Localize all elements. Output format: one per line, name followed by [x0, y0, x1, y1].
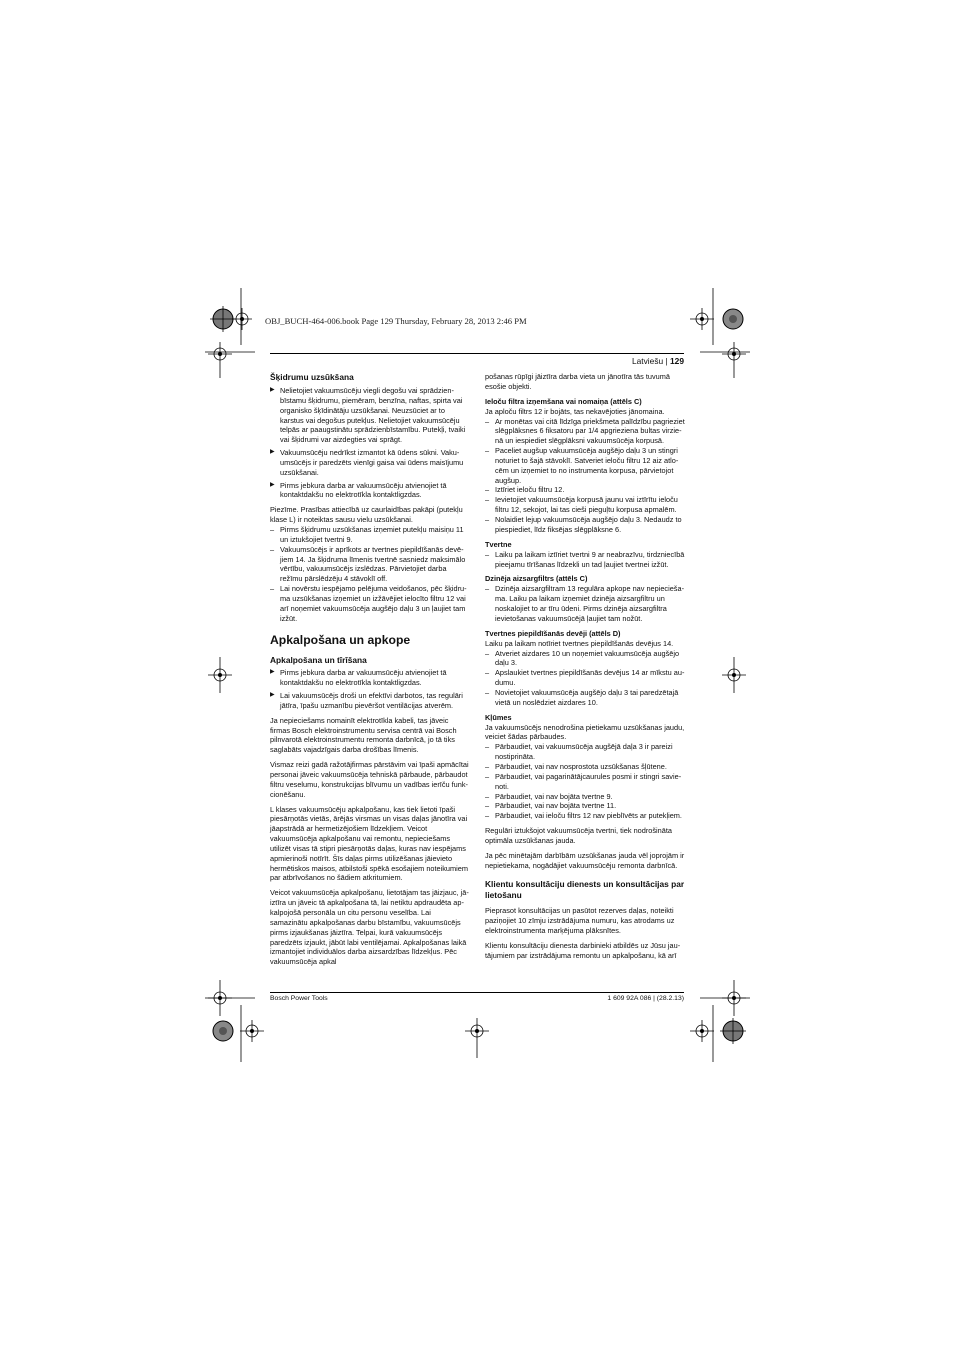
list-item: – Atveriet aizdares 10 un noņemiet vakuumsūcēja augšējo daļu 3. — [485, 649, 685, 669]
crosshair-icon — [722, 340, 746, 380]
color-wheel-icon — [210, 1018, 236, 1044]
subsection-title-motor-filter: Dzinēja aizsargfiltrs (attēls C) — [485, 574, 588, 584]
paragraph: L klases vakuumsūcēju apkalpošanu, kas tiek lietoti īpaši piesārņotās vietās, ārējās virsmas un visas daļas jānotīra vai jāapstrādā ar hermetizējošiem līdzekļiem. Veicot vakuumsūcēja apkalpošanu vai remontu, nepieciešams utilizēt visas tā stipri piesārņotās daļas, kuras nav iespējams apmierinoši notīrīt. Šīs daļas pirms utilizēšanas jāievieto hermētiskos maisos, atbilstoši spēkā esošajiem noteikumiem par atbrīvošanos no šādiem atkritumiem. — [270, 804, 468, 883]
subsection-title-filter: Ieloču filtra izņemšana vai nomaiņa (attēls C) — [485, 396, 642, 406]
list-item: – Dzinēja aizsargfiltram 13 regulāra apkope nav nepieciešаma. Laiku pa laikam izņemiet dzinēja aizsargfiltru un noskalojiet to ar tīru ūdeni. Pirms dzinēja aizsargfiltra ievietošanas vakuumsūcējā ļaujiet tam nožūt. — [485, 584, 685, 623]
list-item: – Lai novērstu iespējamo pelējuma veidošanos, pēc šķidruma uzsūkšanas izņemiet un izžāvējiet ielocīto filtru 12 vai arī noņemiet vakuumsūcēja augšējo daļu 3 un ļaujiet tam izžūt. — [270, 584, 470, 623]
list-item: – Iztīriet ieloču filtru 12. — [485, 485, 685, 495]
warning-item: ▶ Nelietojiet vakuumsūcēju viegli degošu vai sprādzienbīstamu šķidrumu, piemēram, benzīna, naftas, spirta vai organisko šķīdinātāju uzsūkšanai. Neuzsūciet ar to karstus vai degošus putekļus. Nelietojiet vakuumsūcēju telpās ar paaugstinātu sprādzienbīstamību. Putekļi, tvaiki vai šķidrumi var aizdegties vai sprāgt. — [270, 386, 470, 445]
paragraph: Vismaz reizi gadā ražotājfirmas pārstāvim vai īpaši apmācītai personai jāveic vakuumsūcēja tehniskā pārbaude, pārbaudot filtru veselumu, konstrukcijas blīvumu un vadības ierīču funkcionēšanu. — [270, 760, 469, 799]
paragraph: Ja nepieciešams nomainīt elektrotīkla kabeli, tas jāveic firmas Bosch elektroinstrumentu servisa centrā vai Bosch pilnvarotā elektroinstrumentu remonta darbnīcā, jo tā tiks saglabāts vajadzīgais darba drošības līmenis. — [270, 715, 457, 755]
list-item: – Pārbaudiet, vai vakuumsūcēja augšējā daļa 3 ir pareizi nostiprināta. — [485, 742, 685, 762]
crosshair-icon — [465, 1018, 489, 1058]
warning-item: ▶ Pirms jebkura darba ar vakuumsūcēju atvienojiet tā kontaktdakšu no elektrotīkla kontaktligzdas. — [270, 481, 470, 501]
section-title-liquids: Šķidrumu uzsūkšana — [270, 372, 354, 382]
subsection-title-cleaning: Apkalpošana un tīrīšana — [270, 655, 367, 666]
page-number: 129 — [670, 356, 684, 366]
list-item: – Pārbaudiet, vai ieloču filtrs 12 nav pieblīvēts ar putekļiem. — [485, 811, 685, 821]
paragraph: Regulāri iztukšojot vakuumsūcēja tvertni, tiek nodrošināta optimāla uzsūkšanas jauda. — [485, 826, 672, 845]
paragraph: Laiku pa laikam notīriet tvertnes piepildīšanās devējus 14. — [485, 638, 674, 648]
header-separator: | — [665, 356, 668, 366]
list-item: – Pārbaudiet, vai pagarinātājcaurules posmi ir stingri savienoti. — [485, 772, 685, 792]
crosshair-icon — [690, 306, 714, 332]
crosshair-icon — [208, 978, 232, 1018]
list-item: – Paceliet augšup vakuumsūcēja augšējo daļu 3 un stingri noturiet to šajā stāvoklī. Satveriet ieloču filtru 12 aiz atlocēm un izņemiet to no instrumenta korpusa, pārvietojot augšup. — [485, 446, 685, 485]
list-item: – Apslaukiet tvertnes piepildīšanās devējus 14 ar mīkstu audumu. — [485, 668, 685, 688]
list-item: – Pārbaudiet, vai nav bojāta tvertne 11. — [485, 801, 685, 811]
list-item: – Ievietojiet vakuumsūcēja korpusā jaunu vai iztīrītu ieloču filtru 12, sekojot, lai tas cieši pieguļtu korpusa apmalēm. — [485, 495, 685, 515]
warning-item: ▶ Lai vakuumsūcējs droši un efektīvi darbotos, tas regulāri jātīra, īpašu uzmanību pievēršot ventilācijas atverēm. — [270, 691, 470, 711]
list-item: – Nolaidiet lejup vakuumsūcēja augšējo daļu 3. Nedaudz to piespiediet, līdz fiksējas slēgplāksne 6. — [485, 515, 685, 535]
warning-item: ▶ Vakuumsūcēju nedrīkst izmantot kā ūdens sūkni. Vakuumsūcējs ir paredzēts vienīgi gaisa vai ūdens maisījumu uzsūkšanai. — [270, 448, 470, 478]
paragraph: Klientu konsultāciju dienesta darbinieki atbildēs uz Jūsu jautājumiem par izstrādājuma remontu un apkalpošanu, kā arī — [485, 940, 681, 960]
footer-code: 1 609 92A 086 | (28.2.13) — [607, 995, 684, 1002]
list-item: – Ar monētas vai citā līdzīga priekšmeta palīdzību pagrieziet slēgplāksnes 6 fiksatoru par 1/4 apgrieziena bultas virzienā un iespiediet slēgplāksni vakuumsūcēja korpusā. — [485, 417, 685, 447]
section-title-maintenance: Apkalpošana un apkope — [270, 633, 411, 648]
footer-brand: Bosch Power Tools — [270, 995, 328, 1002]
crosshair-icon — [208, 655, 232, 695]
crosshair-icon — [208, 340, 232, 380]
list-item: – Pārbaudiet, vai nav nosprostota uzsūkšanas šļūtene. — [485, 762, 685, 772]
paragraph: pošanas rūpīgi jāiztīra darba vieta un jānotīra tās tuvumā esošie objekti. — [485, 372, 670, 391]
registration-mark-icon — [720, 1018, 746, 1044]
paragraph: Ja vakuumsūcējs nenodrošina pietiekamu uzsūkšanas jaudu, veiciet šādas pārbaudes. — [485, 722, 685, 742]
paragraph: Ja pēc minētajām darbībām uzsūkšanas jauda vēl joprojām ir nepietiekama, nogādājiet vakuumsūcēju remonta darbnīcā. — [485, 850, 685, 870]
color-wheel-icon — [720, 306, 746, 332]
crosshair-icon — [722, 655, 746, 695]
subsection-title-faults: Kļūmes — [485, 712, 512, 722]
paragraph: Ja aploču filtrs 12 ir bojāts, tas nekavējoties jānomaina. — [485, 406, 665, 416]
note-paragraph: Piezīme. Prasības attiecībā uz caurlaidības pakāpi (putekļu klase L) ir noteiktas sausu vielu uzsūkšanai. — [270, 505, 463, 525]
language-label: Latviešu — [631, 356, 664, 366]
crosshair-icon — [690, 1018, 714, 1044]
subsection-title-level-sensors: Tvertnes piepildīšanās devēji (attēls D) — [485, 628, 621, 638]
list-item: – Vakuumsūcējs ir aprīkots ar tvertnes piepildīšanās devējiem 14. Ja šķidruma līmenis tvertnē sasniedz maksimālo vērtību, vakuumsūcējs izslēdzas. Pārvietojiet darba režīmu pārslēdzēju 4 stāvoklī off. — [270, 545, 470, 584]
list-item: – Novietojiet vakuumsūcēja augšējo daļu 3 tai paredzētajā vietā un noslēdziet aizdares 10. — [485, 688, 685, 708]
crosshair-icon — [232, 306, 252, 332]
list-item: – Pirms šķidrumu uzsūkšanas izņemiet putekļu maisiņu 11 un iztukšojiet tvertni 9. — [270, 525, 470, 545]
section-title-customer-service: Klientu konsultāciju dienests un konsultācijas par lietošanu — [485, 879, 685, 901]
crosshair-icon — [722, 978, 746, 1018]
file-header: OBJ_BUCH-464-006.book Page 129 Thursday, February 28, 2013 2:46 PM — [265, 316, 527, 326]
list-item: – Laiku pa laikam iztīriet tvertni 9 ar neabrazīvu, tirdzniecībā pieejamu tīrīšanas līdzekli un tad ļaujiet tvertnei izžūt. — [485, 550, 685, 570]
paragraph: Veicot vakuumsūcēja apkalpošanu, lietotājam tas jāizjauc, jāiztīra un jāveic tā apkalpošana tā, lai netiktu apdraudēta apkalpojošā personāla un citu personu veselība. Lai samazinātu apkalpošanas darbu bīstamību, vakuumsūcējs pirms izjaukšanas jāiztīra. Telpai, kurā vakuumsūcējs paredzēts izjaukt, jābūt labi ventilējamai. Apkalpošanas laikā izmantojiet individuālos darba aizsardzības līdzekļus. Pēc vakuumsūcēja apkal — [270, 888, 469, 967]
crosshair-icon — [240, 1018, 264, 1044]
warning-item: ▶ Pirms jebkura darba ar vakuumsūcēju atvienojiet tā kontaktdakšu no elektrotīkla kontaktligzdas. — [270, 668, 470, 688]
list-item: – Pārbaudiet, vai nav bojāta tvertne 9. — [485, 792, 685, 802]
paragraph: Pieprasot konsultācijas un pasūtot rezerves daļas, noteikti paziņojiet 10 zīmju izstrādājuma numuru, kas atrodams uz elektroinstrumenta marķējuma plāksnītes. — [485, 906, 675, 936]
subsection-title-container: Tvertne — [485, 539, 512, 549]
